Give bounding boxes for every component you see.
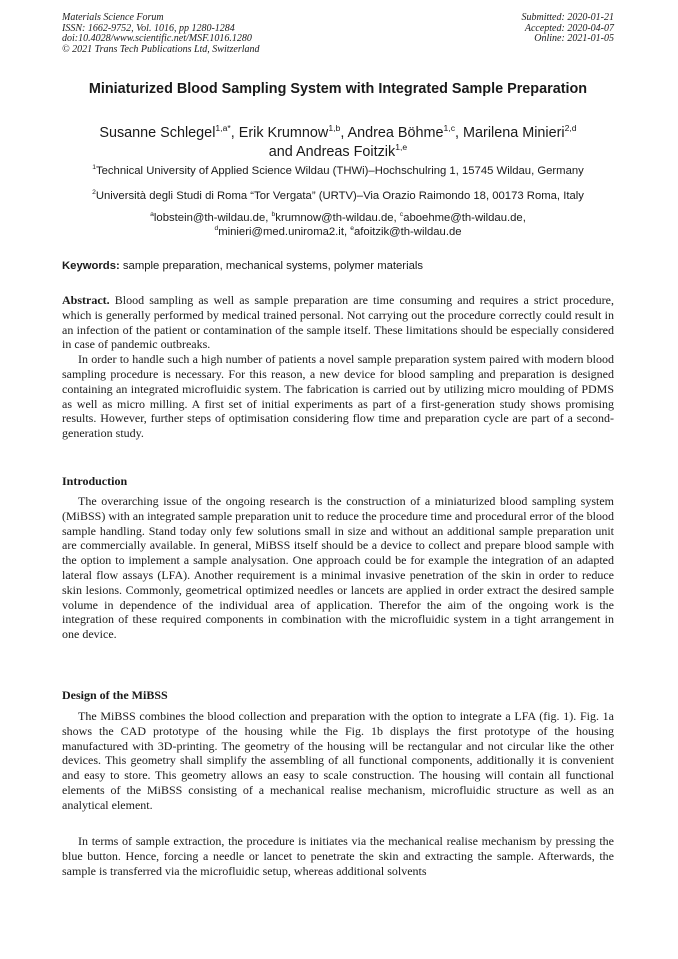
author-name: Susanne Schlegel [99, 125, 216, 141]
abstract-text: Blood sampling as well as sample preparation are time consuming and requires a strict procedure, which is generally performed by medical trained personal. Not carrying out the procedure correctly could result in an infection of the patient or contamination of the sample itself. These limitations should be especially considered in case of pandemic outbreaks. [62, 293, 614, 352]
keywords-text: sample preparation, mechanical systems, polymer materials [122, 260, 424, 272]
email-link[interactable]: aboehme@th-wildau.de [403, 212, 523, 224]
author-name: Andrea Böhme [347, 125, 444, 141]
affiliation-2 [62, 189, 614, 203]
email-mark: c [399, 211, 404, 219]
author-affil-mark: 1,e [395, 141, 408, 152]
journal-header [62, 13, 260, 55]
author-name: Andreas Foitzik [296, 143, 396, 160]
design-heading: Design of the MiBSS [62, 688, 168, 702]
affiliation-text: Università degli Studi di Roma “Tor Vergata” (URTV)–Via Orazio Raimondo 18, 00173 Roma, Italy [95, 190, 584, 202]
author-affil-mark: 2,d [564, 123, 577, 134]
email-list: $^a$lobstein@th-wildau.de, $^b$krumnow@th-wildau.de, $^c$aboehme@th-wildau.de, $^d$minieri@med.uniroma2.it, $^e$afoitzik@th-wildau.de [150, 211, 526, 239]
keywords-label: Keywords: [62, 260, 120, 272]
introduction-heading: Introduction [62, 474, 128, 488]
accepted-date: Accepted: 2020-04-07 [524, 22, 614, 34]
journal-issn: ISSN: 1662-9752, Vol. 1016, pp 1280-1284 [62, 22, 235, 34]
author-affil-mark: 1,b [328, 123, 341, 134]
email-mark: e [350, 225, 354, 233]
author-name: Marilena Minieri [463, 125, 565, 141]
abstract-paragraph: In order to handle such a high number of patients a novel sample preparation system paired with modern blood sampling procedure is necessary. For this reason, a new device for blood sampling and preparation is designed containing an integrated microfluidic system. The fabrication is carried out by utilizing micro moulding of PDMS as well as micro milling. A first set of initial experiments as part of a first-generation study shows promising results. However, further steps of optimisation considering flow time and preparation cycle are part of a second-generation study. [62, 352, 614, 441]
journal-copyright: © 2021 Trans Tech Publications Ltd, Switzerland [62, 43, 260, 55]
introduction-paragraph: The overarching issue of the ongoing research is the construction of a miniaturized blood sampling system (MiBSS) with an integrated sample preparation unit to reduce the procedure time and procedural error of the blood sample handling. Stand today only few solutions small in size and without an additional sample preparation unit are commercially available. In general, MiBSS itself should be a device to collect and prepare blood sample with the option to implement a sample analysation. One approach could be for example the integration of an adapted lateral flow assays (LFA). Another requirement is a minimal invasive penetration of the skin in order to reduce skin lesions. Commonly, geometrical optimized needles or lancets are applied in order extract the desired sample volume in dependence of the individual area of application. Therefor the aim of the ongoing work is the integration of these required components in combination with the microfluidic system in a tight arrangement in one device. [62, 494, 614, 642]
abstract [62, 293, 614, 441]
email-link[interactable]: krumnow@th-wildau.de [275, 212, 394, 224]
email-mark: b [271, 211, 276, 219]
introduction-section [62, 494, 614, 642]
online-date: Online: 2021-01-05 [534, 33, 614, 44]
affiliation-mark: 2 [92, 189, 96, 197]
email-mark: a [150, 211, 154, 219]
paper-title: Miniaturized Blood Sampling System with Integrated Sample Preparation [88, 81, 588, 97]
abstract-paragraph [62, 293, 614, 352]
abstract-label: Abstract. [62, 293, 110, 307]
email-link[interactable]: minieri@med.uniroma2.it [218, 226, 344, 239]
author-name: Erik Krumnow [238, 125, 329, 141]
email-mark: d [214, 225, 219, 233]
dates-header [522, 13, 615, 45]
design-paragraph: The MiBSS combines the blood collection and preparation with the option to integrate a LFA (fig. 1). Fig. 1a shows the CAD prototype of the housing while the Fig. 1b displays the first prototype of the housing manufactured with 3D-printing. The geometry of the housing will be rectangular and not circular like the other devices. This geometry shall simplify the assembling of all functional components, additionally it is convenient and easy to store. This geometry allows an easy to scale construction. The housing will contain all functional elements of the MiBSS consisting of a mechanical realise mechanism, microfluidic structure as well as an analytical element. [62, 709, 614, 812]
journal-name: Materials Science Forum [62, 12, 164, 23]
submitted-date: Submitted: 2020-01-21 [521, 12, 614, 23]
keywords [62, 259, 614, 273]
journal-doi: doi:10.4028/www.scientific.net/MSF.1016.1280 [62, 33, 252, 44]
author-list: Susanne Schlegel$^{1,a*}$, Erik Krumnow$^{1,b}$, Andrea Böhme$^{1,c}$, Marilena Minieri$^{2,d}$ and Andreas Foitzik$^{1,e}$ [99, 123, 577, 160]
author-affil-mark: 1,a* [215, 123, 231, 134]
email-link[interactable]: afoitzik@th-wildau.de [354, 226, 462, 239]
affiliation-text: Technical University of Applied Science Wildau (THWi)–Hochschulring 1, 15745 Wildau, Germany [95, 165, 584, 177]
design-paragraph: In terms of sample extraction, the procedure is initiates via the mechanical realise mechanism by pressing the blue button. Hence, forcing a needle or lancet to penetrate the skin and extracting the sample. Afterwards, the sample is transferred via the microfluidic setup, whereas additional solvents [62, 834, 614, 878]
design-section [62, 709, 614, 813]
affiliation-1 [62, 164, 614, 178]
email-link[interactable]: lobstein@th-wildau.de [153, 212, 266, 224]
author-affil-mark: 1,c [443, 123, 456, 134]
affiliation-mark: 1 [92, 164, 96, 172]
design-section-continued [62, 834, 614, 878]
